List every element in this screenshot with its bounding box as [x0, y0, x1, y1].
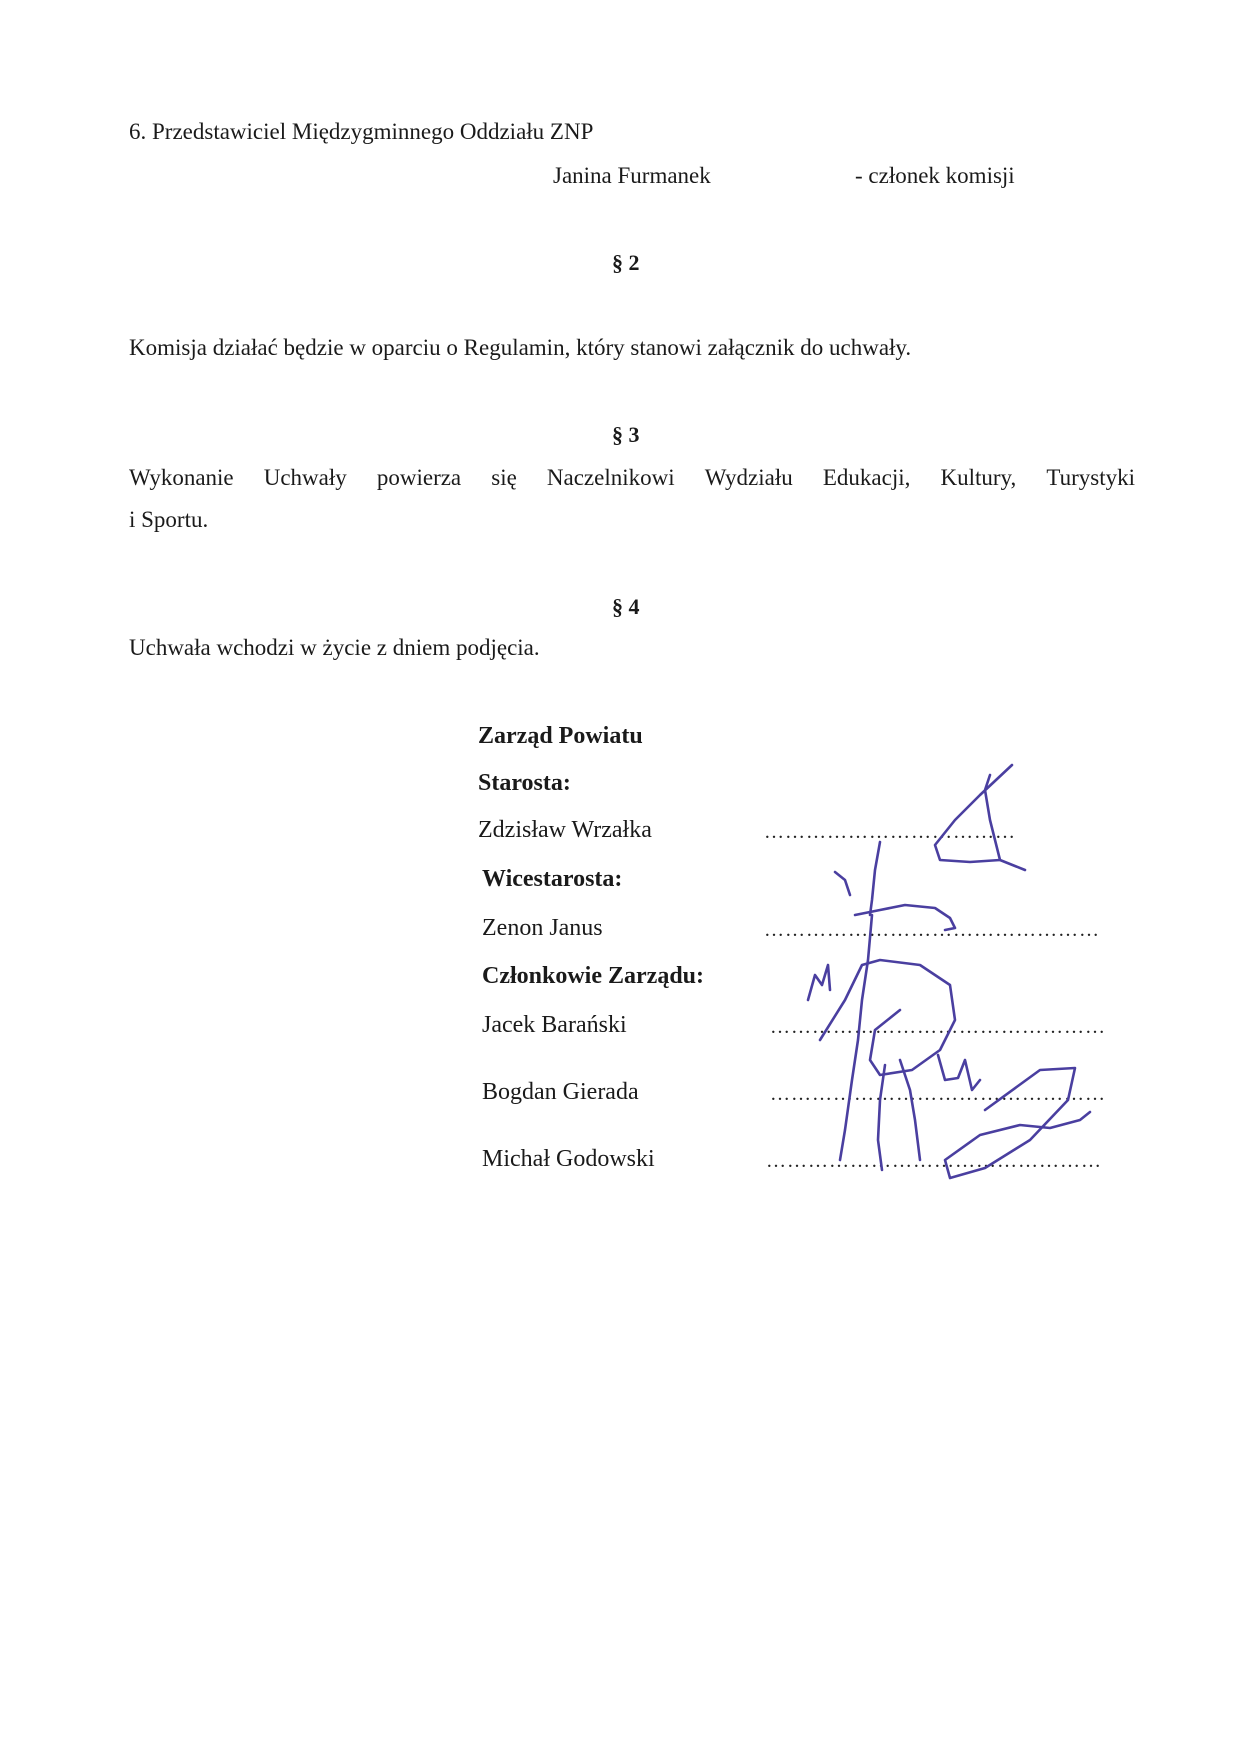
section-3-word: Edukacji,: [822, 465, 911, 490]
section-3-word: Wykonanie: [129, 465, 234, 490]
member-2-name: Bogdan Gierada: [482, 1079, 639, 1105]
section-3-line-2: i Sportu.: [129, 507, 209, 532]
section-2-text: Komisja działać będzie w oparciu o Regulamin, który stanowi załącznik do uchwały.: [129, 335, 912, 360]
signature-wicestarosta: [835, 842, 955, 930]
section-3-word: Kultury,: [940, 465, 1017, 490]
section-3-word: Uchwały: [263, 465, 347, 490]
board-title: Zarząd Powiatu: [478, 723, 643, 749]
item-6-name: Janina Furmanek: [553, 163, 711, 188]
wicestarosta-label: Wicestarosta:: [482, 866, 623, 892]
member-3-signature-line: …………………………………………: [766, 1150, 1102, 1172]
section-4-heading: § 4: [612, 594, 640, 619]
members-label: Członkowie Zarządu:: [482, 963, 704, 989]
section-4-text: Uchwała wchodzi w życie z dniem podjęcia.: [129, 635, 540, 660]
section-3-word: się: [491, 465, 517, 490]
wicestarosta-signature-line: …………………………………………: [764, 919, 1100, 941]
section-2-heading: § 2: [612, 250, 640, 275]
section-3-line-1: [129, 466, 1135, 489]
section-3-word: powierza: [376, 465, 462, 490]
member-2-signature-line: …………………………………………: [770, 1083, 1106, 1105]
wicestarosta-name: Zenon Janus: [482, 915, 603, 941]
member-1-signature-line: …………………………………………: [770, 1016, 1106, 1038]
member-1-name: Jacek Barański: [482, 1012, 627, 1038]
item-6-title: 6. Przedstawiciel Międzygminnego Oddziału ZNP: [129, 119, 594, 144]
section-3-word: Turystyki: [1046, 465, 1135, 490]
item-6-role: - członek komisji: [855, 163, 1015, 188]
signature-starosta: [935, 765, 1025, 870]
starosta-label: Starosta:: [478, 770, 571, 796]
starosta-signature-line: ………………………………: [764, 821, 1016, 843]
starosta-name: Zdzisław Wrzałka: [478, 817, 652, 843]
section-3-word: Wydziału: [704, 465, 793, 490]
section-3-word: Naczelnikowi: [546, 465, 675, 490]
section-3-heading: § 3: [612, 422, 640, 447]
member-3-name: Michał Godowski: [482, 1146, 655, 1172]
